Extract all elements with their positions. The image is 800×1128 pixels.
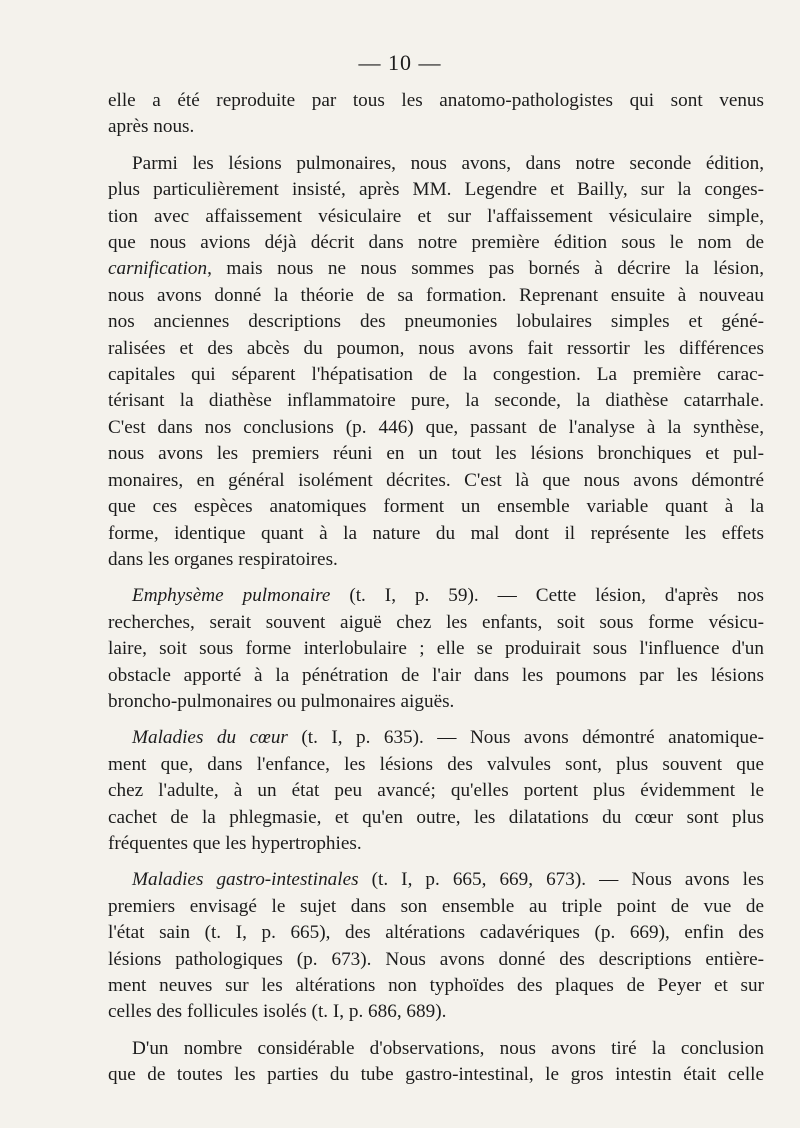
text-line <box>108 583 764 609</box>
text-line <box>108 752 764 778</box>
text-line <box>108 831 764 857</box>
line-text: térisant la diathèse inflammatoire pure, la seconde, la diathèse catarrhale. <box>108 390 764 412</box>
text-line <box>108 778 764 804</box>
text-line <box>108 1062 764 1088</box>
line-text: recherches, serait souvent aiguë chez les enfants, soit sous forme vésicu- <box>108 611 764 633</box>
text-line <box>108 256 764 282</box>
page-number: — 10 — <box>358 50 442 75</box>
text-line <box>108 1036 764 1062</box>
line-text: après nous. <box>108 116 195 138</box>
paragraph <box>108 151 764 574</box>
paragraph <box>108 725 764 857</box>
text-line <box>108 362 764 388</box>
line-text: ment neuves sur les altérations non typhoïdes des plaques de Peyer et sur <box>108 975 764 996</box>
line-text: obstacle apporté à la pénétration de l'air dans les poumons par les lésions <box>108 664 764 686</box>
text-line <box>108 177 764 203</box>
line-text: nos anciennes descriptions des pneumonies lobulaires simples et géné- <box>108 311 764 333</box>
italic-term: Emphysème pulmonaire <box>132 585 331 607</box>
italic-term: Maladies du cœur <box>132 727 288 749</box>
text-line <box>108 663 764 689</box>
line-text: lésions pathologiques (p. 673). Nous avons donné des descriptions entière- <box>108 948 764 970</box>
line-text: capitales qui séparent l'hépatisation de la congestion. La première carac- <box>108 364 764 386</box>
line-text: l'état sain (t. I, p. 665), des altérations cadavériques (p. 669), enfin des <box>108 922 764 944</box>
line-text: broncho-pulmonaires ou pulmonaires aiguës. <box>108 690 455 712</box>
text-line <box>108 610 764 636</box>
line-text: plus particulièrement insisté, après MM. Legendre et Bailly, sur la conges- <box>108 179 764 201</box>
line-text: que ces espèces anatomiques forment un ensemble variable quant à la <box>108 496 764 518</box>
text-line <box>108 947 764 973</box>
line-text: que nous avions déjà décrit dans notre première édition sous le nom de <box>108 232 764 254</box>
line-text: (t. I, p. 59). — Cette lésion, d'après nos <box>330 585 764 607</box>
italic-term: carnification <box>108 258 208 280</box>
paragraph-gap <box>108 141 764 151</box>
body-text <box>108 88 764 1089</box>
line-text: (t. I, p. 665, 669, 673). — Nous avons les <box>358 869 764 891</box>
text-line <box>108 88 764 114</box>
line-text: premiers envisagé le sujet dans son ensemble au triple point de vue de <box>108 895 764 917</box>
line-text: nous avons donné la théorie de sa formation. Reprenant ensuite à nouveau <box>108 284 764 306</box>
line-text: laire, soit sous forme interlobulaire ; elle se produirait sous l'influence d'un <box>108 638 764 660</box>
line-text: que de toutes les parties du tube gastro-intestinal, le gros intestin était celle <box>108 1064 764 1086</box>
italic-term: Maladies gastro-intestinales <box>132 869 359 891</box>
line-text: (t. I, p. 635). — Nous avons démontré anatomique- <box>287 727 764 749</box>
line-text: cachet de la phlegmasie, et qu'en outre, les dilatations du cœur sont plus <box>108 806 764 828</box>
paragraph-gap <box>108 573 764 583</box>
text-line <box>108 973 764 999</box>
line-text: dans les organes respiratoires. <box>108 548 338 570</box>
line-text: ment que, dans l'enfance, les lésions des valvules sont, plus souvent que <box>108 753 764 775</box>
text-line <box>108 468 764 494</box>
text-line <box>108 494 764 520</box>
paragraph <box>108 88 764 141</box>
line-text: Parmi les lésions pulmonaires, nous avons, dans notre seconde édition, <box>132 152 764 174</box>
line-text: C'est dans nos conclusions (p. 446) que, passant de l'analyse à la synthèse, <box>108 416 764 438</box>
line-text: forme, identique quant à la nature du mal dont il représente les effets <box>108 522 764 544</box>
paragraph <box>108 1036 764 1089</box>
line-text: D'un nombre considérable d'observations, nous avons tiré la conclusion <box>132 1037 764 1059</box>
paragraph-gap <box>108 1026 764 1036</box>
text-line <box>108 309 764 335</box>
line-text: ralisées et des abcès du poumon, nous avons fait ressortir les différences <box>108 337 764 359</box>
text-line <box>108 388 764 414</box>
line-text: chez l'adulte, à un état peu avancé; qu'elles portent plus évidemment le <box>108 780 764 802</box>
paragraph-gap <box>108 715 764 725</box>
text-line <box>108 725 764 751</box>
paragraph-gap <box>108 857 764 867</box>
text-line <box>108 441 764 467</box>
text-line <box>108 805 764 831</box>
text-line <box>108 521 764 547</box>
line-text: monaires, en général isolément décrites. C'est là que nous avons démontré <box>108 469 764 491</box>
text-line <box>108 894 764 920</box>
text-line <box>108 204 764 230</box>
paragraph <box>108 583 764 715</box>
line-text: celles des follicules isolés (t. I, p. 686, 689). <box>108 1001 447 1023</box>
line-text: elle a été reproduite par tous les anatomo-pathologistes qui sont venus <box>108 90 764 111</box>
text-line <box>108 151 764 177</box>
text-line <box>108 547 764 573</box>
line-text: nous avons les premiers réuni en un tout les lésions bronchiques et pul- <box>108 443 764 465</box>
text-line <box>108 999 764 1025</box>
text-line <box>108 867 764 893</box>
line-text: , mais nous ne nous sommes pas bornés à décrire la lésion, <box>207 258 764 280</box>
text-line <box>108 230 764 256</box>
text-line <box>108 336 764 362</box>
text-line <box>108 689 764 715</box>
line-text: tion avec affaissement vésiculaire et sur l'affaissement vésiculaire simple, <box>108 205 764 227</box>
paragraph <box>108 867 764 1025</box>
text-line <box>108 283 764 309</box>
text-line <box>108 114 764 140</box>
text-line <box>108 415 764 441</box>
line-text: fréquentes que les hypertrophies. <box>108 832 362 854</box>
text-line <box>108 636 764 662</box>
text-line <box>108 920 764 946</box>
